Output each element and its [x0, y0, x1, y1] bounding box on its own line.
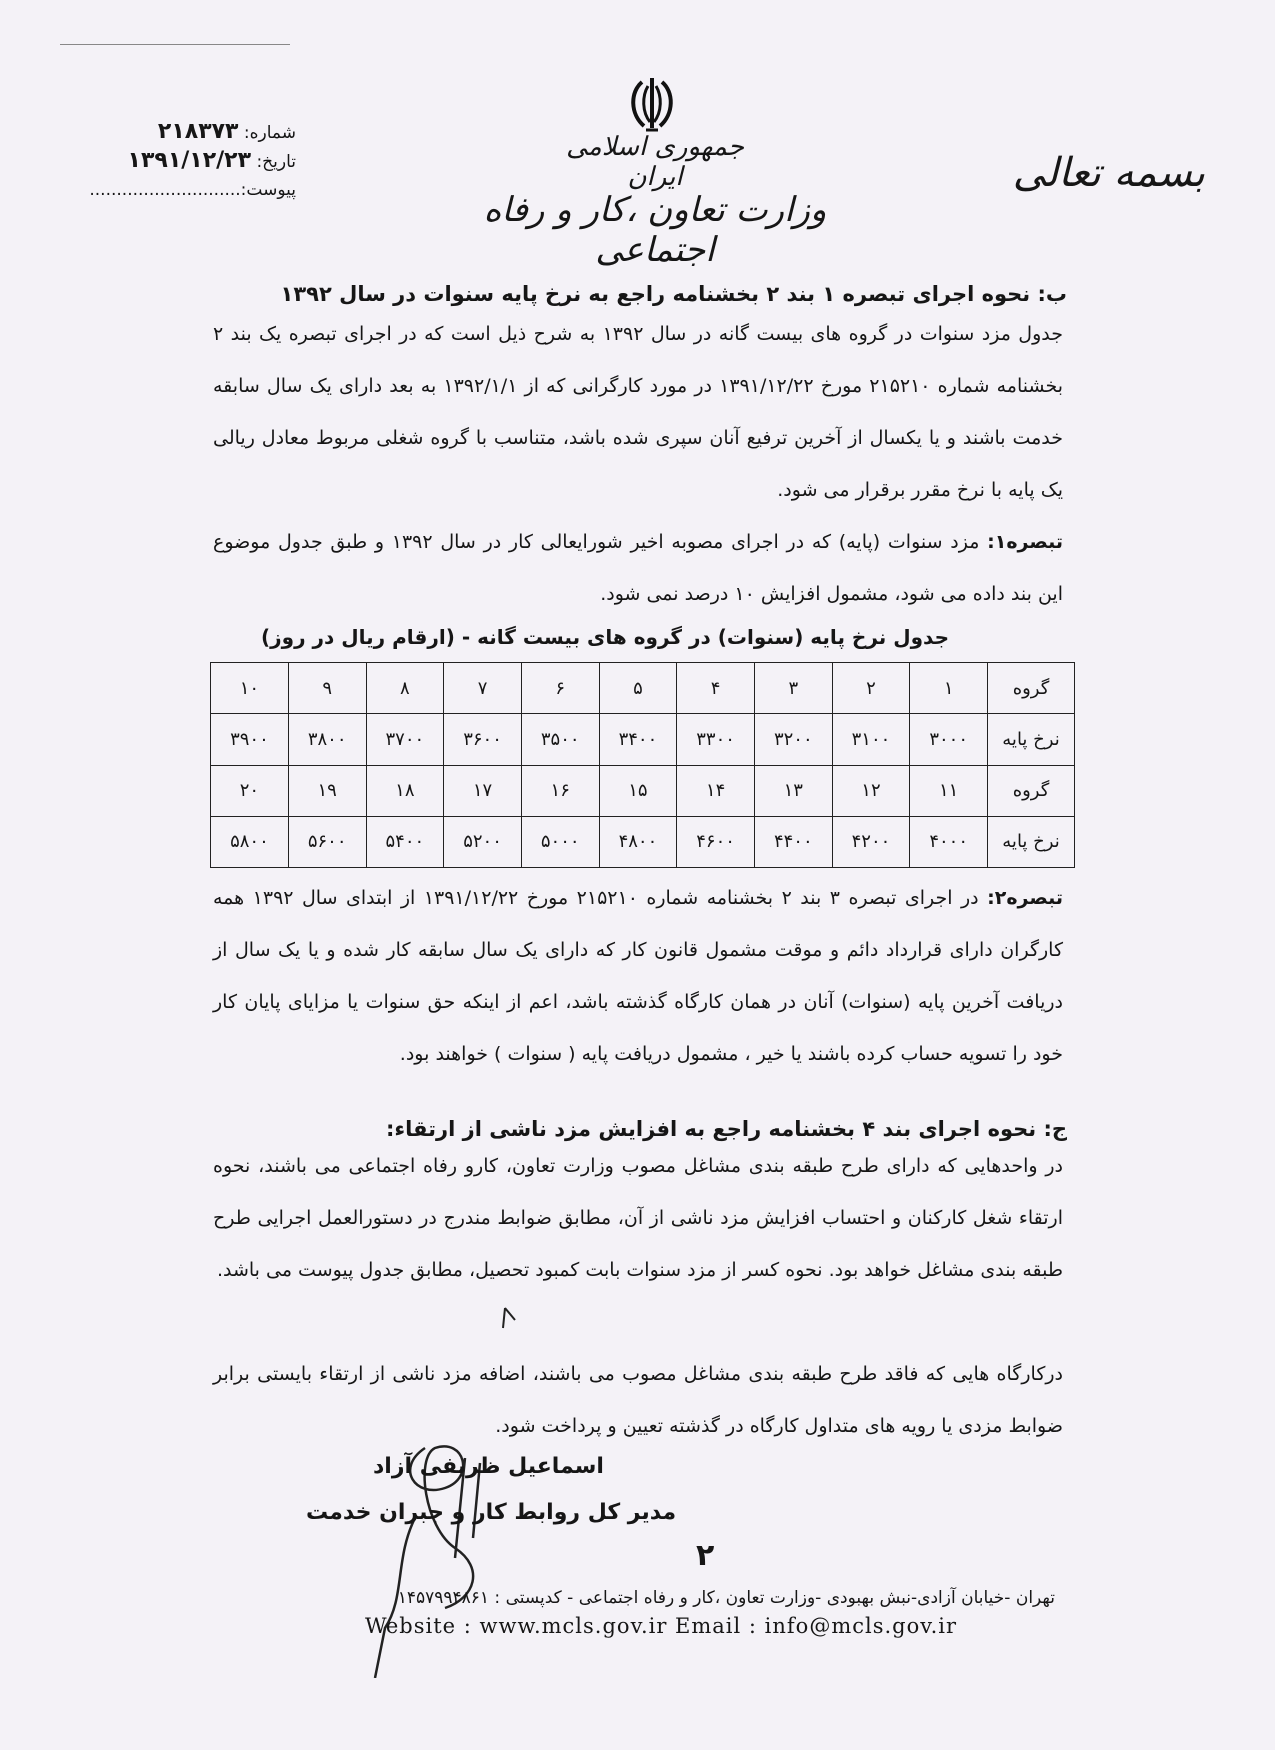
- section-b-heading: ب: نحوه اجرای تبصره ۱ بند ۲ بخشنامه راجع به نرخ پایه سنوات در سال ۱۳۹۲: [280, 282, 1067, 306]
- section-c-paragraph-2: درکارگاه هایی که فاقد طرح طبقه بندی مشاغل مصوب می باشند، اضافه مزد ناشی از ارتقاء بایستی برابر ضوابط مزدی یا رویه های متداول کارگاه در گذشته تعیین و پرداخت شود.: [213, 1363, 1063, 1437]
- table-cell: ۵: [599, 663, 677, 714]
- table-cell: ۱۸: [366, 765, 444, 816]
- table-cell: ۱۹: [288, 765, 366, 816]
- table-row: [211, 663, 1075, 714]
- table-cell: ۳۶۰۰: [444, 714, 522, 765]
- table-cell: ۱۴: [677, 765, 755, 816]
- letter-number-row: [96, 118, 296, 147]
- base-rate-table: [210, 662, 1075, 868]
- table-cell: ۵۸۰۰: [211, 816, 289, 867]
- note1-paragraph: [213, 516, 1063, 620]
- table-cell: ۱۷: [444, 765, 522, 816]
- letter-number-label: شماره:: [243, 123, 296, 143]
- letter-meta: [89, 118, 296, 204]
- row-header-group: گروه: [988, 663, 1075, 714]
- letter-date-row: [96, 147, 296, 176]
- table-row: [211, 816, 1075, 867]
- letter-date-value: ۱۳۹۱/۱۲/۲۳: [127, 148, 252, 173]
- table-cell: ۴۶۰۰: [677, 816, 755, 867]
- table-cell: ۵۴۰۰: [366, 816, 444, 867]
- table-cell: ۴: [677, 663, 755, 714]
- table-cell: ۱۳: [754, 765, 832, 816]
- letter-attachment: پیوست:............................: [89, 180, 296, 200]
- table-cell: ۱۵: [599, 765, 677, 816]
- table-cell: ۵۶۰۰: [288, 816, 366, 867]
- table-cell: ۴۸۰۰: [599, 816, 677, 867]
- table-cell: ۲: [832, 663, 910, 714]
- table-cell: ۱۲: [832, 765, 910, 816]
- table-cell: ۱۱: [910, 765, 988, 816]
- table-cell: ۳۵۰۰: [521, 714, 599, 765]
- note1-label: تبصره۱:: [987, 531, 1063, 553]
- header-rule: [60, 44, 290, 45]
- row-header-rate: نرخ پایه: [988, 714, 1075, 765]
- table-cell: ۴۰۰۰: [910, 816, 988, 867]
- table-cell: ۳۴۰۰: [599, 714, 677, 765]
- republic-title: جمهوری اسلامی ایران: [566, 132, 744, 192]
- footer-address: تهران -خیابان آزادی-نبش بهبودی -وزارت تعاون ،کار و رفاه اجتماعی - کدپستی : ۱۴۵۷۹۹۴۸۶۱: [397, 1588, 1055, 1608]
- page-number: ۲: [696, 1538, 715, 1573]
- table-cell: ۲۰: [211, 765, 289, 816]
- table-cell: ۴۲۰۰: [832, 816, 910, 867]
- note2-label: تبصره۲:: [987, 887, 1063, 909]
- table-cell: ۸: [366, 663, 444, 714]
- section-c-paragraph-1: در واحدهایی که دارای طرح طبقه بندی مشاغل مصوب وزارت تعاون، کارو رفاه اجتماعی می باشند، نحوه ارتقاء شغل کارکنان و احتساب افزایش مزد ناشی از آن، مطابق ضوابط مندرج در دستورالعمل اجرایی طرح طبقه بندی مشاغل خواهد بود. نحوه کسر از مزد سنوات بابت کمبود تحصیل، مطابق جدول پیوست می باشد.: [213, 1155, 1063, 1281]
- section-b-paragraph: جدول مزد سنوات در گروه های بیست گانه در سال ۱۳۹۲ به شرح ذیل است که در اجرای تبصره یک بند ۲ بخشنامه شماره ۲۱۵۲۱۰ مورخ ۱۳۹۱/۱۲/۲۲ در مورد کارگرانی که از ۱۳۹۲/۱/۱ به بعد دارای یک سال سابقه خدمت باشند و یا یکسال از آخرین ترفیع آنان سپری شده باشد، متناسب با گروه شغلی مربوط معادل ریالی یک پایه با نرخ مقرر برقرار می شود.: [213, 323, 1063, 501]
- table-cell: ۳۱۰۰: [832, 714, 910, 765]
- row-header-group: گروه: [988, 765, 1075, 816]
- table-cell: ۵۰۰۰: [521, 816, 599, 867]
- table-cell: ۱۰: [211, 663, 289, 714]
- table-cell: ۳: [754, 663, 832, 714]
- table-cell: ۳۲۰۰: [754, 714, 832, 765]
- note2-text: در اجرای تبصره ۳ بند ۲ بخشنامه شماره ۲۱۵۲۱۰ مورخ ۱۳۹۱/۱۲/۲۲ از ابتدای سال ۱۳۹۲ همه کارگران دارای قرارداد دائم و موقت مشمول قانون کار که دارای یک سال سابقه کار شده و یا یک سال از دریافت آخرین پایه (سنوات) آنان در همان کارگاه گذشته باشد، اعم از اینکه حق سنوات یا مزایای پایان کار خود را تسویه حساب کرده باشند یا خیر ، مشمول دریافت پایه ( سنوات ) خواهند بود.: [213, 887, 1063, 1065]
- table-row: [211, 765, 1075, 816]
- table-cell: ۳۹۰۰: [211, 714, 289, 765]
- iran-emblem-icon: [622, 74, 682, 134]
- letter-date-label: تاریخ:: [256, 152, 296, 172]
- ministry-title: وزارت تعاون ،کار و رفاه اجتماعی: [483, 190, 827, 270]
- table-caption: جدول نرخ پایه (سنوات) در گروه های بیست گانه - (ارقام ریال در روز): [260, 625, 949, 649]
- table-cell: ۳۸۰۰: [288, 714, 366, 765]
- basmala: بسمه تعالی: [1012, 150, 1205, 196]
- table-cell: ۱: [910, 663, 988, 714]
- table-cell: ۳۷۰۰: [366, 714, 444, 765]
- row-header-rate: نرخ پایه: [988, 816, 1075, 867]
- table-cell: ۳۰۰۰: [910, 714, 988, 765]
- footer-website: Website : www.mcls.gov.ir Email : info@mcls.gov.ir: [365, 1614, 958, 1638]
- table-cell: ۴۴۰۰: [754, 816, 832, 867]
- table-cell: ۳۳۰۰: [677, 714, 755, 765]
- signatory-title: مدیر کل روابط کار و جبران خدمت: [306, 1500, 677, 1525]
- table-cell: ۵۲۰۰: [444, 816, 522, 867]
- table-cell: ۷: [444, 663, 522, 714]
- section-c-heading: ج: نحوه اجرای بند ۴ بخشنامه راجع به افزایش مزد ناشی از ارتقاء:: [386, 1117, 1067, 1141]
- signatory-name: اسماعیل ظریفی آزاد: [373, 1454, 604, 1479]
- letter-number-value: ۲۱۸۳۷۳: [157, 119, 239, 144]
- note2-paragraph: [213, 872, 1063, 1080]
- table-cell: ۶: [521, 663, 599, 714]
- note1-text: مزد سنوات (پایه) که در اجرای مصوبه اخیر شورایعالی کار در سال ۱۳۹۲ و طبق جدول موضوع این بند داده می شود، مشمول افزایش ۱۰ درصد نمی شود.: [213, 531, 1063, 605]
- table-row: [211, 714, 1075, 765]
- table-cell: ۱۶: [521, 765, 599, 816]
- table-cell: ۹: [288, 663, 366, 714]
